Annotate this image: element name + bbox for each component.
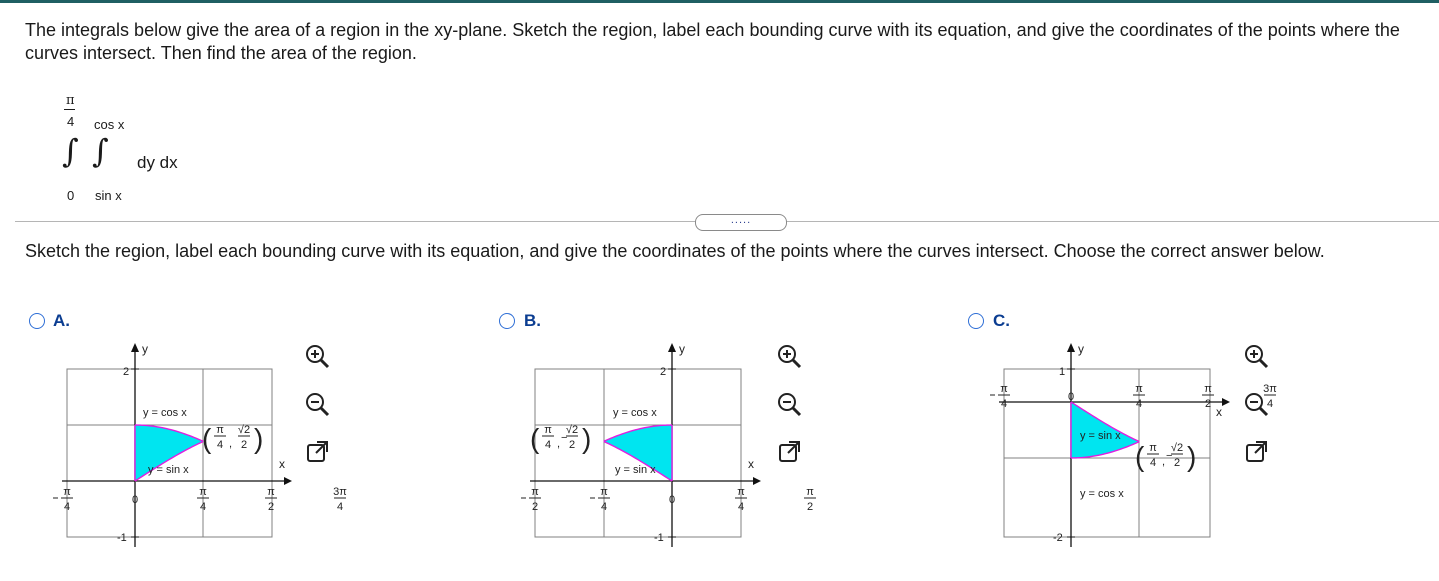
intersection-point-label-open-paren: ( — [1135, 441, 1145, 472]
outer-upper-denominator: 4 — [67, 114, 75, 129]
intersection-point-label-x-num: π — [1149, 442, 1157, 454]
x-tick-zero: 0 — [1067, 391, 1075, 403]
option-b-radio[interactable] — [499, 313, 515, 329]
x-tick-label-num: π — [1135, 383, 1143, 395]
inner-upper-limit: cos x — [94, 117, 125, 132]
x-tick-label-num: π — [1204, 383, 1212, 395]
x-tick-label-den: 4 — [1266, 398, 1274, 410]
x-tick-label-num: π — [806, 486, 814, 498]
x-tick-label-num: π — [267, 486, 275, 498]
x-tick-label-den: 4 — [737, 501, 745, 513]
y-bottom-tick: -1 — [117, 532, 127, 544]
integrand: dy dx — [137, 153, 178, 172]
y-axis-label: y — [1078, 342, 1084, 356]
top-accent-bar — [0, 0, 1439, 3]
zoom-in-icon[interactable] — [1243, 343, 1269, 369]
inner-lower-limit: sin x — [95, 188, 122, 203]
x-tick-label-den: 4 — [1135, 398, 1143, 410]
y-axis-label: y — [679, 342, 685, 356]
x-tick-label-num: 3π — [333, 486, 347, 498]
y-axis-arrow — [131, 343, 139, 352]
handle-shape — [1260, 360, 1267, 367]
zoom-in-icon[interactable] — [776, 343, 802, 369]
y-top-tick: 2 — [660, 366, 667, 378]
intersection-point-label-y-num: √2 — [237, 424, 251, 436]
curve-bottom-label: y = cos x — [1080, 488, 1124, 500]
intersection-point-label-x-den: 4 — [544, 439, 552, 451]
x-tick-label-den: 2 — [806, 501, 814, 513]
arrow-shape — [1255, 442, 1266, 453]
intersection-point-label-close-paren: ) — [254, 423, 264, 454]
intersection-point-label-close-paren: ) — [582, 423, 592, 454]
curve-bottom-label: y = sin x — [615, 464, 656, 476]
intersection-point-label-open-paren: ( — [202, 423, 212, 454]
y-bottom-tick: -2 — [1053, 532, 1063, 544]
x-tick-label-num: π — [531, 486, 539, 498]
handle-shape — [793, 360, 800, 367]
intersection-point-label-comma: , — [229, 438, 233, 450]
x-tick-label-num: π — [63, 486, 71, 498]
zoom-out-icon[interactable] — [304, 391, 330, 417]
arrow-shape — [316, 442, 327, 453]
x-tick-label-num: π — [199, 486, 207, 498]
handle-shape — [321, 360, 328, 367]
x-tick-label-den: 4 — [63, 501, 71, 513]
option-a-radio[interactable] — [29, 313, 45, 329]
outer-lower-limit: 0 — [67, 188, 75, 203]
intersection-point-label-comma: , — [1162, 456, 1166, 468]
intersection-point-label-x-num: π — [216, 424, 224, 436]
open-external-icon[interactable] — [776, 439, 802, 465]
x-tick-label-num: π — [600, 486, 608, 498]
intersection-point-label-x-den: 4 — [1149, 457, 1157, 469]
curve-top-label: y = cos x — [143, 407, 187, 419]
x-axis-arrow — [753, 477, 761, 485]
zoom-out-icon[interactable] — [1243, 391, 1269, 417]
y-axis-label: y — [142, 342, 148, 356]
handle-shape — [793, 408, 800, 415]
x-axis-label: x — [748, 457, 754, 471]
y-axis-arrow — [668, 343, 676, 352]
intersection-point-label-close-paren: ) — [1187, 441, 1197, 472]
x-axis-arrow — [284, 477, 292, 485]
y-axis-arrow — [1067, 343, 1075, 352]
curve-top-label: y = sin x — [1080, 430, 1121, 442]
question-text: The integrals below give the area of a region in the xy-plane. Sketch the region, label each bounding curve with its equation, and give the coordinates of the points where the curves intersect. Then find the area of the region. — [25, 20, 1400, 63]
option-c-graph — [990, 340, 1277, 550]
outer-upper-numerator: π — [66, 93, 75, 108]
x-tick-label-den: 2 — [531, 501, 539, 513]
inner-integral-sign: ∫ — [92, 132, 109, 170]
y-top-tick: 1 — [1059, 366, 1066, 378]
x-tick-label-num: π — [737, 486, 745, 498]
prompt-text: Sketch the region, label each bounding curve with its equation, and give the coordinates of the points where the curves intersect. Choose the correct answer below. — [25, 241, 1325, 261]
x-tick-label-den: 2 — [1204, 398, 1212, 410]
x-tick-label-num: π — [1000, 383, 1008, 395]
x-tick-zero: 0 — [668, 494, 676, 506]
zoom-in-icon[interactable] — [304, 343, 330, 369]
intersection-point-label-y-den: 2 — [568, 439, 576, 451]
intersection-point-label-y-den: 2 — [1173, 457, 1181, 469]
x-tick-label-den: 4 — [199, 501, 207, 513]
handle-shape — [321, 408, 328, 415]
zoom-out-icon[interactable] — [776, 391, 802, 417]
open-external-icon[interactable] — [1243, 439, 1269, 465]
option-b-label: B. — [524, 311, 541, 330]
intersection-point-label-y-den: 2 — [240, 439, 248, 451]
x-axis-arrow — [1222, 398, 1230, 406]
intersection-point-label-y-num: √2 — [565, 424, 579, 436]
intersection-point-label-y-num: √2 — [1170, 442, 1184, 454]
expand-toggle-button[interactable]: ..... — [695, 214, 787, 231]
x-tick-label-den: 4 — [1000, 398, 1008, 410]
open-external-icon[interactable] — [304, 439, 330, 465]
handle-shape — [1260, 408, 1267, 415]
x-axis-label: x — [1216, 405, 1222, 419]
fraction-bar — [64, 109, 75, 110]
arrow-shape — [788, 442, 799, 453]
y-bottom-tick: -1 — [654, 532, 664, 544]
x-tick-label-num: 3π — [1263, 383, 1277, 395]
intersection-point-label-comma: , — [557, 438, 561, 450]
option-a-label: A. — [53, 311, 70, 330]
option-c-label: C. — [993, 311, 1010, 330]
option-c-radio[interactable] — [968, 313, 984, 329]
x-tick-zero: 0 — [131, 494, 139, 506]
outer-integral-sign: ∫ — [62, 132, 79, 170]
intersection-point-label-x-den: 4 — [216, 439, 224, 451]
intersection-point-label-sign: − — [561, 432, 568, 444]
x-axis-label: x — [279, 457, 285, 471]
intersection-point-label-sign: − — [1166, 450, 1173, 462]
intersection-point-label-open-paren: ( — [530, 423, 540, 454]
x-tick-label-den: 4 — [336, 501, 344, 513]
curve-bottom-label: y = sin x — [148, 464, 189, 476]
x-tick-label-den: 4 — [600, 501, 608, 513]
x-tick-label-den: 2 — [267, 501, 275, 513]
intersection-point-label-x-num: π — [544, 424, 552, 436]
curve-top-label: y = cos x — [613, 407, 657, 419]
option-b-graph — [520, 340, 820, 550]
y-top-tick: 2 — [123, 366, 130, 378]
double-integral — [40, 85, 240, 215]
